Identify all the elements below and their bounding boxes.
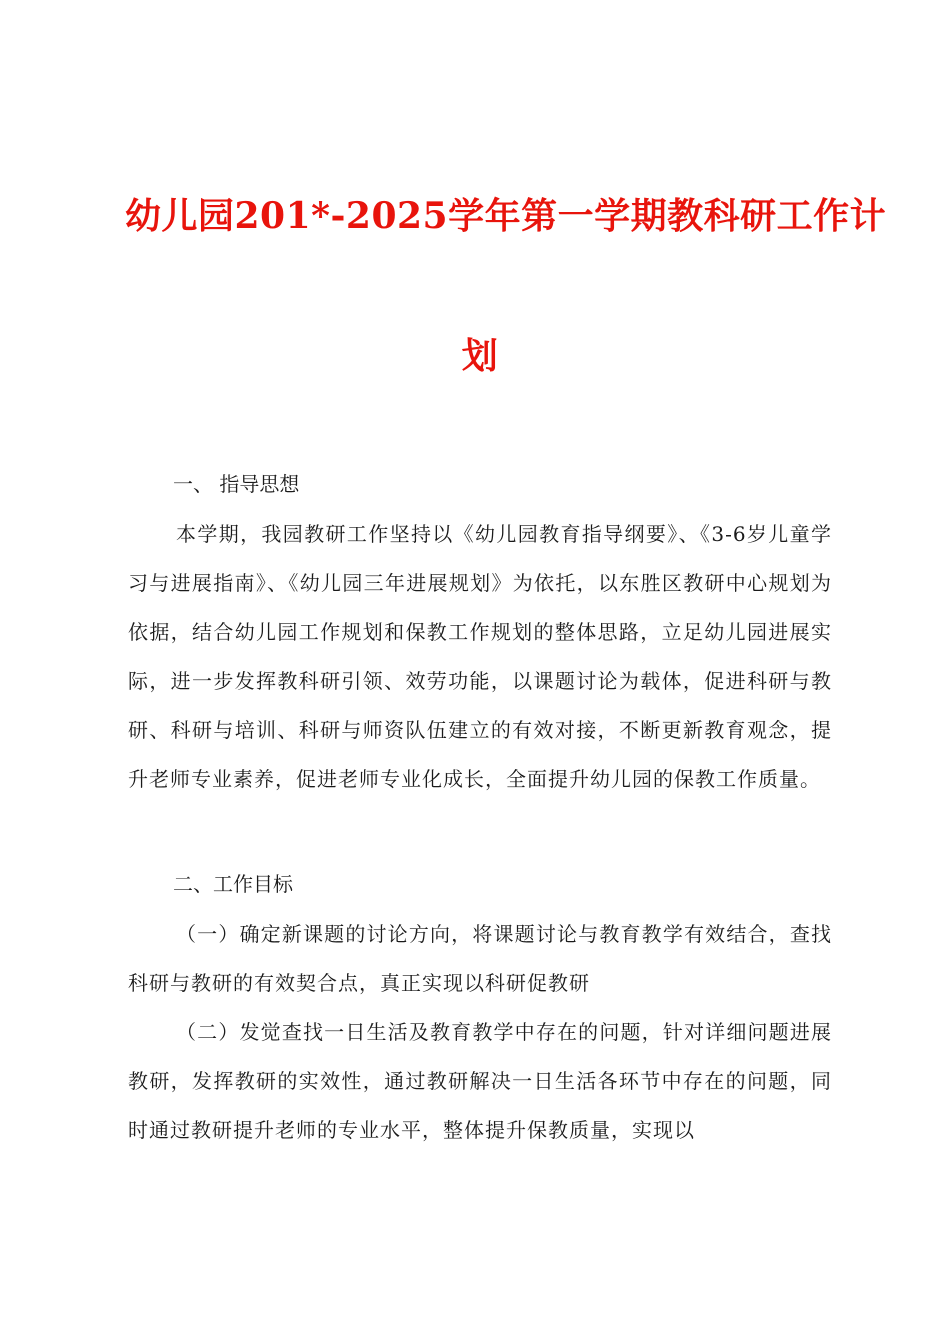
- section1-heading: 一、 指导思想: [173, 472, 300, 496]
- goal1-paragraph: （一）确定新课题的讨论方向，将课题讨论与教育教学有效结合，查找科研与教研的有效契合点，真正实现以科研促教研: [128, 922, 832, 995]
- document-title-line1: 幼儿园201*-2025学年第一学期教科研工作计: [125, 195, 887, 237]
- section2-heading: 二、工作目标: [173, 872, 293, 896]
- goal2-paragraph: （二）发觉查找一日生活及教育教学中存在的问题，针对详细问题进展教研，发挥教研的实效性，通过教研解决一日生活各环节中存在的问题，同时通过教研提升老师的专业水平，整体提升保教质量，实现以: [128, 1020, 832, 1142]
- document-title-line2: 划: [461, 335, 499, 377]
- section1-paragraph: 本学期，我园教研工作坚持以《幼儿园教育指导纲要》、《3-6岁儿童学习与进展指南》、《幼儿园三年进展规划》为依托，以东胜区教研中心规划为依据，结合幼儿园工作规划和保教工作规划的整体思路，立足幼儿园进展实际，进一步发挥教科研引领、效劳功能，以课题讨论为载体，促进科研与教研、科研与培训、科研与师资队伍建立的有效对接，不断更新教育观念，提升老师专业素养，促进老师专业化成长，全面提升幼儿园的保教工作质量。: [128, 522, 832, 791]
